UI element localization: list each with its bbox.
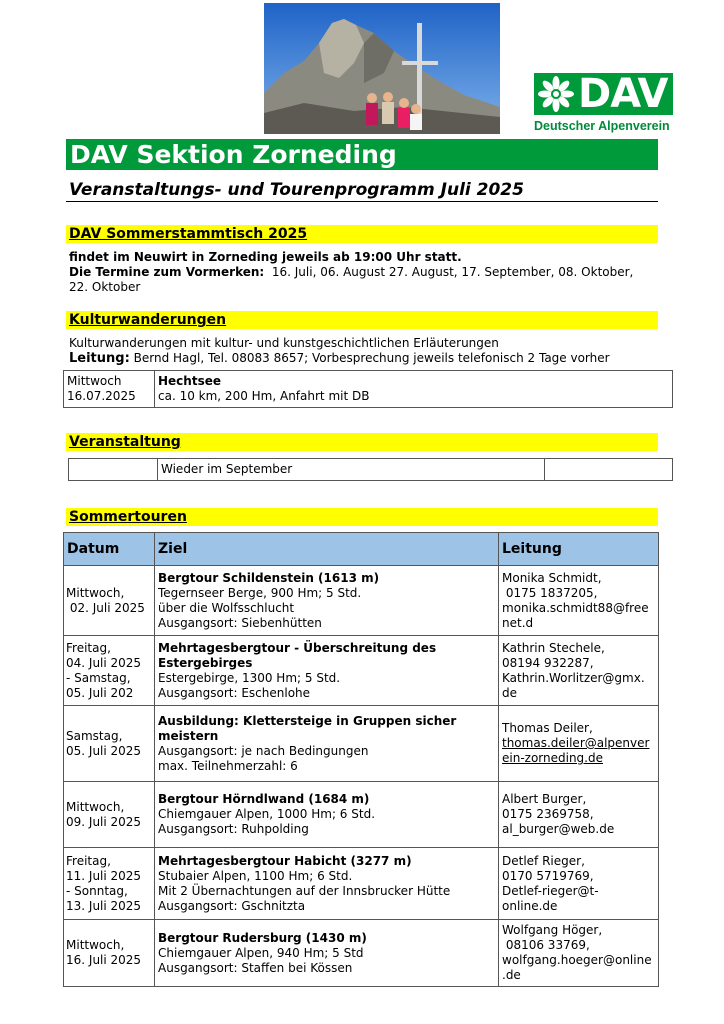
tour-date — [64, 848, 155, 920]
kultur-table — [63, 370, 673, 408]
tour-detail: Stubaier Alpen, 1100 Hm; 6 Std. — [158, 868, 353, 883]
tour-goal — [155, 920, 499, 987]
tour-date — [64, 636, 155, 706]
leader-line: al_burger@web.de — [502, 822, 615, 836]
leader-line: Kathrin.Worlitzer@gmx. — [502, 670, 645, 685]
veranstaltung-text-cell: Wieder im September — [158, 459, 545, 481]
tour-date-line: Freitag, — [66, 640, 111, 655]
table-row — [64, 566, 659, 636]
leader-line: Kathrin Stechele, — [502, 640, 605, 655]
tour-date — [64, 566, 155, 636]
tour-date-line: Mittwoch, — [66, 938, 125, 952]
kultur-tour-cell — [155, 371, 673, 408]
kultur-leitung — [69, 351, 610, 366]
leitung-label: Leitung: — [69, 351, 130, 366]
veranstaltung-empty-cell — [545, 459, 673, 481]
tour-title: Estergebirges — [158, 655, 253, 670]
tour-date — [64, 706, 155, 782]
logo-subtitle: Deutscher Alpenverein — [534, 119, 670, 133]
table-row — [64, 920, 659, 987]
table-row — [64, 782, 659, 848]
tour-title: Ausbildung: Klettersteige in Gruppen sicher — [158, 713, 457, 728]
tour-goal — [155, 706, 499, 782]
column-header-datum: Datum — [64, 533, 155, 566]
tour-detail: max. Teilnehmerzahl: 6 — [158, 758, 298, 773]
tour-goal — [155, 848, 499, 920]
tour-leader — [499, 636, 659, 706]
leader-line: Albert Burger, — [502, 792, 587, 806]
tour-detail: Chiemgauer Alpen, 1000 Hm; 6 Std. — [158, 807, 376, 821]
leader-line: monika.schmidt88@free — [502, 600, 649, 615]
tour-leader — [499, 706, 659, 782]
tour-date-line: 05. Juli 2025 — [66, 743, 142, 758]
table-row — [64, 636, 659, 706]
leader-line: .de — [502, 968, 521, 982]
page-subtitle: Veranstaltungs- und Tourenprogramm Juli 2025 — [69, 180, 524, 200]
tour-date — [64, 782, 155, 848]
tour-leader — [499, 848, 659, 920]
tour-date-line: 04. Juli 2025 — [66, 655, 142, 670]
leader-line: wolfgang.hoeger@online — [502, 953, 652, 967]
tour-leader — [499, 782, 659, 848]
leader-line: de — [502, 685, 517, 700]
leader-line: net.d — [502, 615, 534, 630]
kultur-day: Mittwoch — [67, 374, 122, 388]
kultur-tour-desc: ca. 10 km, 200 Hm, Anfahrt mit DB — [158, 389, 370, 403]
tour-leader — [499, 920, 659, 987]
column-header-ziel: Ziel — [155, 533, 499, 566]
tour-detail: Ausgangsort: Ruhpolding — [158, 822, 309, 836]
sommertouren-table — [63, 532, 659, 987]
leader-line: 08194 932287, — [502, 655, 594, 670]
tour-detail: Ausgangsort: Gschnitzta — [158, 898, 306, 913]
leitung-text: Bernd Hagl, Tel. 08083 8657; Vorbesprechung jeweils telefonisch 2 Tage vorher — [133, 351, 610, 365]
tour-detail: Ausgangsort: Eschenlohe — [158, 685, 311, 700]
kultur-description: Kulturwanderungen mit kultur- und kunstgeschichtlichen Erläuterungen — [69, 336, 499, 350]
subtitle-divider — [66, 201, 658, 202]
table-row — [69, 459, 673, 481]
tour-detail: Tegernseer Berge, 900 Hm; 5 Std. — [158, 585, 362, 600]
tour-title: Bergtour Schildenstein (1613 m) — [158, 570, 380, 585]
tour-date-line: Mittwoch, — [66, 585, 125, 600]
termine-label: Die Termine zum Vormerken: — [69, 265, 265, 279]
tour-detail: über die Wolfsschlucht — [158, 600, 295, 615]
tour-title: Mehrtagesbergtour - Überschreitung des — [158, 640, 437, 655]
tour-date-line: 05. Juli 202 — [66, 685, 134, 700]
kultur-date-cell — [64, 371, 155, 408]
leader-line: 0175 1837205, — [502, 585, 598, 600]
tour-detail: Ausgangsort: je nach Bedingungen — [158, 743, 369, 758]
kultur-tour-title: Hechtsee — [158, 374, 221, 388]
tour-detail: Mit 2 Übernachtungen auf der Innsbrucker Hütte — [158, 883, 451, 898]
title-bar — [66, 139, 658, 170]
section-heading-kultur — [66, 311, 658, 329]
column-header-leitung: Leitung — [499, 533, 659, 566]
tour-detail: Ausgangsort: Siebenhütten — [158, 615, 322, 630]
table-header-row — [64, 533, 659, 566]
veranstaltung-date-cell — [69, 459, 158, 481]
leader-line: Thomas Deiler, — [502, 721, 593, 735]
tour-title: Bergtour Hörndlwand (1684 m) — [158, 792, 370, 806]
tour-date-line: 09. Juli 2025 — [66, 814, 142, 829]
tour-goal — [155, 636, 499, 706]
tour-title: Bergtour Rudersburg (1430 m) — [158, 930, 367, 945]
table-row — [64, 706, 659, 782]
leader-line: 08106 33769, — [502, 938, 590, 952]
stammtisch-line: findet im Neuwirt in Zorneding jeweils ab 19:00 Uhr statt. — [69, 250, 462, 264]
leader-line: Monika Schmidt, — [502, 570, 602, 585]
tour-detail: Chiemgauer Alpen, 940 Hm; 5 Std — [158, 945, 364, 960]
tour-date — [64, 920, 155, 987]
tour-date-line: 16. Juli 2025 — [66, 953, 142, 967]
page-title: DAV Sektion Zorneding — [70, 140, 397, 169]
leader-line: Wolfgang Höger, — [502, 923, 603, 937]
termine-dates-cont: 22. Oktober — [69, 280, 141, 294]
section-heading-label: Kulturwanderungen — [69, 312, 227, 328]
leader-line: online.de — [502, 898, 558, 913]
section-heading-veranstaltung — [66, 433, 658, 451]
edelweiss-icon — [536, 75, 576, 117]
tour-detail: Ausgangsort: Staffen bei Kössen — [158, 960, 353, 975]
dav-logo — [534, 73, 673, 115]
tour-date-line: 13. Juli 2025 — [66, 898, 142, 913]
logo-text: DAV — [578, 71, 668, 117]
leader-email-link[interactable]: ein-zorneding.de — [502, 751, 603, 765]
tour-title: Mehrtagesbergtour Habicht (3277 m) — [158, 853, 412, 868]
tour-goal — [155, 782, 499, 848]
tour-leader — [499, 566, 659, 636]
tour-date-line: 11. Juli 2025 — [66, 868, 142, 883]
table-row — [64, 848, 659, 920]
tour-date-line: 02. Juli 2025 — [66, 600, 145, 615]
tour-title: meistern — [158, 728, 219, 743]
stammtisch-termine — [69, 265, 633, 280]
table-row — [64, 371, 673, 408]
veranstaltung-table — [68, 458, 673, 481]
section-heading-sommertouren — [66, 508, 658, 526]
termine-dates: 16. Juli, 06. August 27. August, 17. September, 08. Oktober, — [271, 265, 634, 279]
leader-line: 0170 5719769, — [502, 868, 594, 883]
leader-line: 0175 2369758, — [502, 807, 594, 821]
tour-date-line: Mittwoch, — [66, 799, 125, 814]
section-heading-label: Veranstaltung — [69, 434, 181, 450]
section-heading-label: DAV Sommerstammtisch 2025 — [69, 226, 308, 242]
leader-line: Detlef-rieger@t- — [502, 883, 599, 898]
leader-line: Detlef Rieger, — [502, 853, 585, 868]
tour-detail: Estergebirge, 1300 Hm; 5 Std. — [158, 670, 341, 685]
tour-goal — [155, 566, 499, 636]
section-heading-stammtisch — [66, 225, 658, 243]
tour-date-line: - Sonntag, — [66, 883, 128, 898]
tour-date-line: Freitag, — [66, 853, 111, 868]
kultur-date: 16.07.2025 — [67, 389, 136, 403]
leader-email-link[interactable]: thomas.deiler@alpenver — [502, 736, 650, 750]
header-photo — [264, 3, 500, 134]
tour-date-line: Samstag, — [66, 728, 123, 743]
section-heading-label: Sommertouren — [69, 509, 187, 525]
tour-date-line: - Samstag, — [66, 670, 131, 685]
